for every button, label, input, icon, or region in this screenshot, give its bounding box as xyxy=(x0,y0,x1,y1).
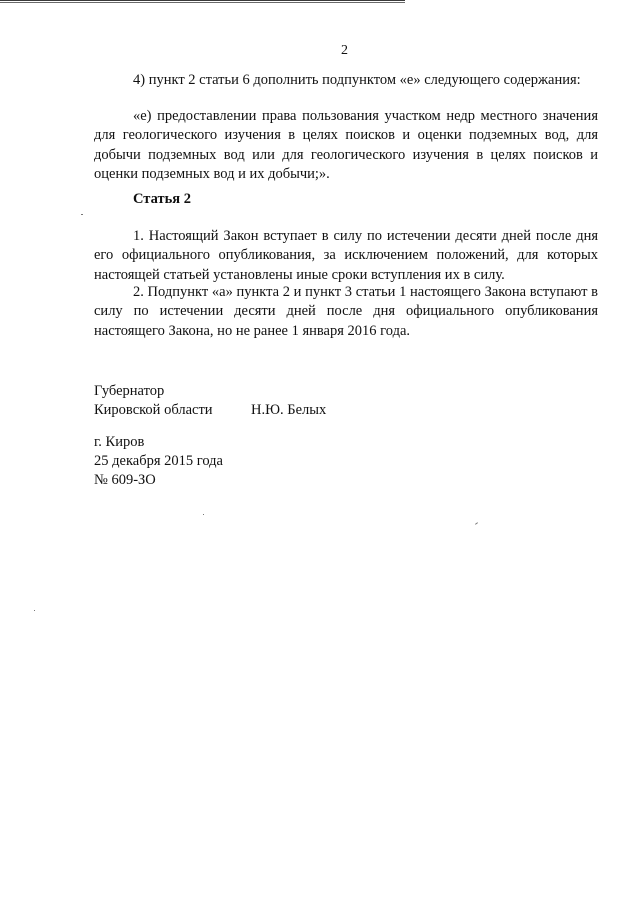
signatory-name: Н.Ю. Белых xyxy=(251,402,327,418)
issue-place: г. Киров xyxy=(94,434,145,450)
page-number: 2 xyxy=(341,43,348,58)
signatory-row xyxy=(94,401,326,420)
article-heading: Статья 2 xyxy=(133,191,191,207)
scan-speck xyxy=(34,610,35,611)
issue-date: 25 декабря 2015 года xyxy=(94,453,223,469)
paragraph-text: 2. Подпункт «а» пункта 2 и пункт 3 статьи 1 настоящего Закона вступают в силу по истечении десяти дней после дня официального опубликования настоящего Закона, но не ранее 1 января 2016 года. xyxy=(94,284,598,339)
paragraph-text: 4) пункт 2 статьи 6 дополнить подпунктом «е» следующего содержания: xyxy=(133,72,581,88)
paragraph-article2-part1 xyxy=(94,227,598,285)
paragraph-subitem-e xyxy=(94,107,598,184)
paragraph-text: 1. Настоящий Закон вступает в силу по истечении десяти дней после дня его официального опубликования, за исключением положений, для которых настоящей статьей установлены иные сроки вступления их в силу. xyxy=(94,228,598,283)
scan-speck xyxy=(475,522,478,525)
signatory-region: Кировской области xyxy=(94,402,213,418)
issue-details xyxy=(94,433,223,490)
paragraph-text: «е) предоставлении права пользования участком недр местного значения для геологического изучения в целях поисков и оценки подземных вод, для добычи подземных вод или для геологического изучения в целях поисков и оценки подземных вод и их добычи;». xyxy=(94,108,598,182)
paragraph-item-4 xyxy=(94,71,598,90)
paragraph-article2-part2 xyxy=(94,283,598,341)
signatory-title: Губернатор xyxy=(94,383,165,399)
issue-number: № 609-ЗО xyxy=(94,472,156,488)
scan-speck xyxy=(81,214,83,215)
scan-speck xyxy=(203,514,204,515)
scan-edge-line xyxy=(0,0,405,4)
signature-block xyxy=(94,382,326,420)
